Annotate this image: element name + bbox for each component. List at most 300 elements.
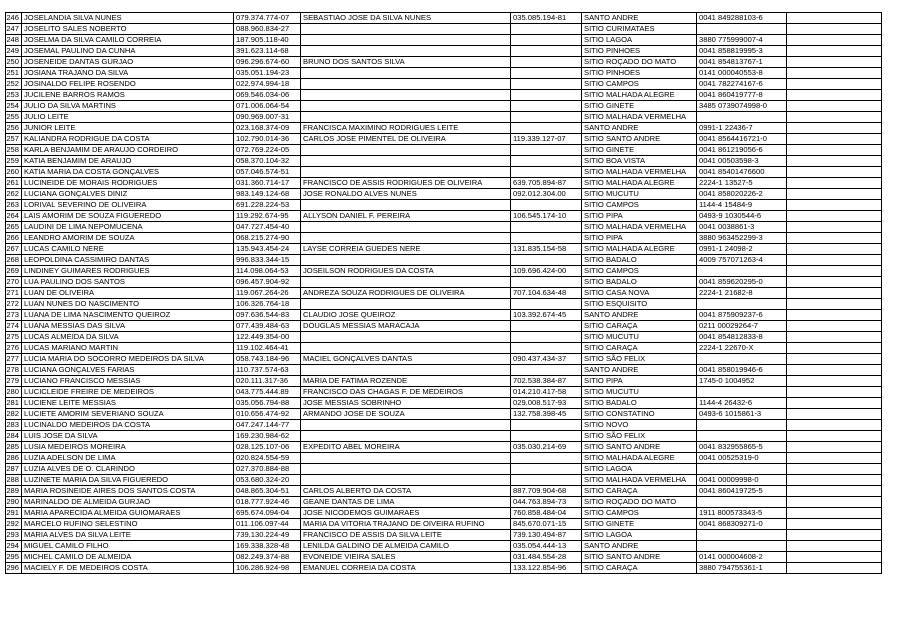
- spouse-name-cell: CARLOS ALBERTO DA COSTA: [301, 486, 511, 497]
- table-row: [6, 310, 882, 321]
- extra-cell: [787, 90, 882, 101]
- spouse-cpf-cell: [511, 167, 582, 178]
- name-cell: JULIO LEITE: [22, 112, 234, 123]
- cpf-cell: 011.106.097-44: [234, 519, 301, 530]
- name-cell: LUCINEIDE DE MORAIS RODRIGUES: [22, 178, 234, 189]
- location-cell: SITIO BADALO: [582, 277, 697, 288]
- row-number: 260: [6, 167, 22, 178]
- row-number: 283: [6, 420, 22, 431]
- extra-cell: [787, 332, 882, 343]
- spouse-name-cell: [301, 200, 511, 211]
- spouse-cpf-cell: [511, 453, 582, 464]
- spouse-cpf-cell: 739.130.494-87: [511, 530, 582, 541]
- table-row: [6, 112, 882, 123]
- name-cell: JOSELANDIA SILVA NUNES: [22, 13, 234, 24]
- cpf-cell: 022.974.994-18: [234, 79, 301, 90]
- spouse-cpf-cell: 639.705.894-87: [511, 178, 582, 189]
- location-cell: SITIO CARAÇA: [582, 321, 697, 332]
- name-cell: KALIANDRA RODRIGUE DA COSTA: [22, 134, 234, 145]
- row-number: 249: [6, 46, 22, 57]
- cpf-cell: 068.215.274-90: [234, 233, 301, 244]
- cpf-cell: 119.292.674-95: [234, 211, 301, 222]
- location-cell: SITIO CAMPOS: [582, 200, 697, 211]
- extra-cell: [787, 134, 882, 145]
- location-cell: SITIO BADALO: [582, 255, 697, 266]
- spouse-cpf-cell: 109.696.424-00: [511, 266, 582, 277]
- name-cell: JUCILENE BARROS RAMOS: [22, 90, 234, 101]
- spouse-name-cell: EVONEIDE VIEIRA SALES: [301, 552, 511, 563]
- row-number: 272: [6, 299, 22, 310]
- table-row: [6, 266, 882, 277]
- spouse-cpf-cell: [511, 79, 582, 90]
- location-cell: SITIO SÃO FELIX: [582, 354, 697, 365]
- spouse-name-cell: LAYSE CORREIA GUEDES NERE: [301, 244, 511, 255]
- extra-cell: [787, 431, 882, 442]
- account-cell: 3485 0739074998-0: [697, 101, 787, 112]
- row-number: 287: [6, 464, 22, 475]
- table-row: [6, 508, 882, 519]
- name-cell: LINDINEY GUIMARES RODRIGUES: [22, 266, 234, 277]
- extra-cell: [787, 68, 882, 79]
- name-cell: MICHEL CAMILO DE ALMEIDA: [22, 552, 234, 563]
- name-cell: LUZINETE MARIA DA SILVA FIGUEREDO: [22, 475, 234, 486]
- cpf-cell: 069.546.034-06: [234, 90, 301, 101]
- cpf-cell: 169.230.984-62: [234, 431, 301, 442]
- name-cell: LAIS AMORIM DE SOUZA FIGUEREDO: [22, 211, 234, 222]
- row-number: 268: [6, 255, 22, 266]
- name-cell: JULIO DA SILVA MARTINS: [22, 101, 234, 112]
- account-cell: 0141 000040553-8: [697, 68, 787, 79]
- spouse-cpf-cell: [511, 332, 582, 343]
- location-cell: SITIO CARAÇA: [582, 486, 697, 497]
- account-cell: [697, 299, 787, 310]
- spreadsheet-page: [5, 12, 882, 574]
- spouse-cpf-cell: [511, 233, 582, 244]
- row-number: 292: [6, 519, 22, 530]
- row-number: 295: [6, 552, 22, 563]
- extra-cell: [787, 387, 882, 398]
- extra-cell: [787, 255, 882, 266]
- location-cell: SITIO MALHADA ALEGRE: [582, 90, 697, 101]
- spouse-cpf-cell: 035.030.214-69: [511, 442, 582, 453]
- spouse-name-cell: [301, 464, 511, 475]
- location-cell: SITIO GINETE: [582, 101, 697, 112]
- spouse-cpf-cell: 707.104.634-48: [511, 288, 582, 299]
- extra-cell: [787, 343, 882, 354]
- spouse-name-cell: [301, 233, 511, 244]
- name-cell: MIGUEL CAMILO FILHO: [22, 541, 234, 552]
- account-cell: 0041 782274167-6: [697, 79, 787, 90]
- location-cell: SITIO SÃO FELIX: [582, 431, 697, 442]
- table-row: [6, 178, 882, 189]
- cpf-cell: 110.737.574-63: [234, 365, 301, 376]
- spouse-cpf-cell: [511, 200, 582, 211]
- spouse-cpf-cell: 035.054.444-13: [511, 541, 582, 552]
- location-cell: SITIO MUCUTU: [582, 189, 697, 200]
- name-cell: KATIA MARIA DA COSTA GONÇALVES: [22, 167, 234, 178]
- account-cell: [697, 420, 787, 431]
- location-cell: SITIO LAGOA: [582, 530, 697, 541]
- spouse-cpf-cell: 031.484.554-28: [511, 552, 582, 563]
- extra-cell: [787, 376, 882, 387]
- cpf-cell: 102.790.014-36: [234, 134, 301, 145]
- spouse-cpf-cell: [511, 123, 582, 134]
- spouse-cpf-cell: [511, 222, 582, 233]
- table-row: [6, 46, 882, 57]
- cpf-cell: 695.674.094-04: [234, 508, 301, 519]
- row-number: 286: [6, 453, 22, 464]
- name-cell: LUCAS MARIANO MARTIN: [22, 343, 234, 354]
- location-cell: SITIO PINHOES: [582, 46, 697, 57]
- spouse-name-cell: DOUGLAS MESSIAS MARACAJA: [301, 321, 511, 332]
- cpf-cell: 010.656.474-92: [234, 409, 301, 420]
- location-cell: SANTO ANDRE: [582, 365, 697, 376]
- spouse-name-cell: FRANCISCO DAS CHAGAS F. DE MEDEIROS: [301, 387, 511, 398]
- account-cell: 0041 859620295-0: [697, 277, 787, 288]
- spouse-name-cell: MARIA DA VITORIA TRAJANO DE OIVEIRA RUFINO: [301, 519, 511, 530]
- table-row: [6, 365, 882, 376]
- location-cell: SITIO CARAÇA: [582, 343, 697, 354]
- spouse-cpf-cell: [511, 365, 582, 376]
- location-cell: SITIO GINETE: [582, 145, 697, 156]
- table-row: [6, 486, 882, 497]
- cpf-cell: 020.824.554-59: [234, 453, 301, 464]
- spouse-cpf-cell: [511, 277, 582, 288]
- row-number: 250: [6, 57, 22, 68]
- cpf-cell: 048.865.304-51: [234, 486, 301, 497]
- extra-cell: [787, 420, 882, 431]
- spouse-cpf-cell: [511, 156, 582, 167]
- spouse-cpf-cell: 090.437.434-37: [511, 354, 582, 365]
- cpf-cell: 096.457.904-92: [234, 277, 301, 288]
- table-row: [6, 321, 882, 332]
- table-row: [6, 57, 882, 68]
- table-row: [6, 222, 882, 233]
- table-row: [6, 101, 882, 112]
- row-number: 291: [6, 508, 22, 519]
- account-cell: [697, 530, 787, 541]
- spouse-cpf-cell: 035.085.194-81: [511, 13, 582, 24]
- row-number: 254: [6, 101, 22, 112]
- spouse-cpf-cell: 029.008.517-93: [511, 398, 582, 409]
- spouse-cpf-cell: [511, 57, 582, 68]
- row-number: 269: [6, 266, 22, 277]
- cpf-cell: 088.960.834-27: [234, 24, 301, 35]
- extra-cell: [787, 299, 882, 310]
- row-number: 275: [6, 332, 22, 343]
- name-cell: LORIVAL SEVERINO DE OLIVEIRA: [22, 200, 234, 211]
- extra-cell: [787, 178, 882, 189]
- spouse-cpf-cell: [511, 90, 582, 101]
- location-cell: SITIO CAMPOS: [582, 266, 697, 277]
- account-cell: 0041 861219056-6: [697, 145, 787, 156]
- cpf-cell: 691.228.224-53: [234, 200, 301, 211]
- beneficiary-table: [5, 12, 882, 574]
- extra-cell: [787, 46, 882, 57]
- spouse-name-cell: LENILDA GALDINO DE ALMEIDA CAMILO: [301, 541, 511, 552]
- account-cell: 2224-1 21682-8: [697, 288, 787, 299]
- name-cell: MACIELY F. DE MEDEIROS COSTA: [22, 563, 234, 574]
- table-row: [6, 343, 882, 354]
- row-number: 258: [6, 145, 22, 156]
- row-number: 282: [6, 409, 22, 420]
- account-cell: 0041 868309271-0: [697, 519, 787, 530]
- extra-cell: [787, 101, 882, 112]
- table-row: [6, 211, 882, 222]
- row-number: 248: [6, 35, 22, 46]
- account-cell: 0041 832955865-5: [697, 442, 787, 453]
- account-cell: 0041 860419725-5: [697, 486, 787, 497]
- cpf-cell: 027.370.884-88: [234, 464, 301, 475]
- extra-cell: [787, 541, 882, 552]
- table-row: [6, 123, 882, 134]
- cpf-cell: 097.636.544-83: [234, 310, 301, 321]
- table-row: [6, 255, 882, 266]
- table-row: [6, 90, 882, 101]
- cpf-cell: 106.286.924-98: [234, 563, 301, 574]
- cpf-cell: 077.439.484-63: [234, 321, 301, 332]
- table-row: [6, 475, 882, 486]
- extra-cell: [787, 475, 882, 486]
- location-cell: SITIO PIPA: [582, 376, 697, 387]
- name-cell: MARIA APARECIDA ALMEIDA GUIOMARAES: [22, 508, 234, 519]
- spouse-name-cell: [301, 332, 511, 343]
- row-number: 274: [6, 321, 22, 332]
- table-row: [6, 387, 882, 398]
- cpf-cell: 035.051.194-23: [234, 68, 301, 79]
- spouse-cpf-cell: 132.758.398-45: [511, 409, 582, 420]
- location-cell: SITIO ESQUISITO: [582, 299, 697, 310]
- cpf-cell: 739.130.224-49: [234, 530, 301, 541]
- account-cell: 3880 794755361-1: [697, 563, 787, 574]
- cpf-cell: 391.623.114-68: [234, 46, 301, 57]
- location-cell: SANTO ANDRE: [582, 541, 697, 552]
- name-cell: JOSELITO SALES NOBERTO: [22, 24, 234, 35]
- location-cell: SANTO ANDRE: [582, 13, 697, 24]
- name-cell: JOSENEIDE DANTAS GURJAO: [22, 57, 234, 68]
- cpf-cell: 057.046.574-51: [234, 167, 301, 178]
- spouse-name-cell: [301, 343, 511, 354]
- table-row: [6, 277, 882, 288]
- row-number: 270: [6, 277, 22, 288]
- cpf-cell: 047.247.144-77: [234, 420, 301, 431]
- spouse-cpf-cell: 760.858.484-04: [511, 508, 582, 519]
- table-row: [6, 376, 882, 387]
- extra-cell: [787, 167, 882, 178]
- account-cell: 0041 00525319-0: [697, 453, 787, 464]
- spouse-cpf-cell: [511, 475, 582, 486]
- extra-cell: [787, 497, 882, 508]
- extra-cell: [787, 552, 882, 563]
- location-cell: SITIO LAGOA: [582, 35, 697, 46]
- spouse-cpf-cell: [511, 145, 582, 156]
- spouse-name-cell: [301, 35, 511, 46]
- extra-cell: [787, 530, 882, 541]
- extra-cell: [787, 211, 882, 222]
- spouse-cpf-cell: [511, 431, 582, 442]
- extra-cell: [787, 35, 882, 46]
- spouse-name-cell: [301, 420, 511, 431]
- name-cell: LUZIA ALVES DE O. CLARINDO: [22, 464, 234, 475]
- table-row: [6, 35, 882, 46]
- spouse-name-cell: [301, 101, 511, 112]
- extra-cell: [787, 310, 882, 321]
- table-row: [6, 552, 882, 563]
- account-cell: 2224-1 13527-5: [697, 178, 787, 189]
- row-number: 284: [6, 431, 22, 442]
- extra-cell: [787, 123, 882, 134]
- row-number: 252: [6, 79, 22, 90]
- spouse-name-cell: [301, 24, 511, 35]
- row-number: 255: [6, 112, 22, 123]
- extra-cell: [787, 508, 882, 519]
- table-row: [6, 167, 882, 178]
- spouse-cpf-cell: 119.339.127-07: [511, 134, 582, 145]
- table-row: [6, 453, 882, 464]
- cpf-cell: 119.067.264-26: [234, 288, 301, 299]
- account-cell: 0041 8564416721-0: [697, 134, 787, 145]
- row-number: 281: [6, 398, 22, 409]
- name-cell: LUZIA ADELSON DE LIMA: [22, 453, 234, 464]
- name-cell: JUNIOR LEITE: [22, 123, 234, 134]
- name-cell: LUAN NUNES DO NASCIMENTO: [22, 299, 234, 310]
- extra-cell: [787, 233, 882, 244]
- spouse-cpf-cell: [511, 343, 582, 354]
- account-cell: [697, 464, 787, 475]
- location-cell: SANTO ANDRE: [582, 123, 697, 134]
- extra-cell: [787, 244, 882, 255]
- name-cell: LUCIETE AMORIM SEVERIANO SOUZA: [22, 409, 234, 420]
- location-cell: SITIO CAMPOS: [582, 79, 697, 90]
- extra-cell: [787, 156, 882, 167]
- account-cell: [697, 24, 787, 35]
- location-cell: SITIO CASA NOVA: [582, 288, 697, 299]
- spouse-cpf-cell: 092.012.304.00: [511, 189, 582, 200]
- table-row: [6, 332, 882, 343]
- row-number: 246: [6, 13, 22, 24]
- cpf-cell: 122.449.354-00: [234, 332, 301, 343]
- location-cell: SITIO MALHADA ALEGRE: [582, 244, 697, 255]
- cpf-cell: 187.905.118-40: [234, 35, 301, 46]
- table-row: [6, 530, 882, 541]
- location-cell: SITIO CONSTATINO: [582, 409, 697, 420]
- name-cell: LUA PAULINO DOS SANTOS: [22, 277, 234, 288]
- name-cell: KARLA BENJAMIM DE ARAUJO CORDEIRO: [22, 145, 234, 156]
- table-row: [6, 519, 882, 530]
- row-number: 296: [6, 563, 22, 574]
- table-row: [6, 79, 882, 90]
- spouse-name-cell: JOSE RONALDO ALVES NUNES: [301, 189, 511, 200]
- spouse-name-cell: [301, 79, 511, 90]
- name-cell: MARCELO RUFINO SELESTINO: [22, 519, 234, 530]
- extra-cell: [787, 321, 882, 332]
- cpf-cell: 135.943.454-24: [234, 244, 301, 255]
- spouse-cpf-cell: 103.392.674-45: [511, 310, 582, 321]
- location-cell: SANTO ANDRE: [582, 310, 697, 321]
- spouse-name-cell: CARLOS JOSE PIMENTEL DE OLIVEIRA: [301, 134, 511, 145]
- location-cell: SITIO GINETE: [582, 519, 697, 530]
- name-cell: LUANA DE LIMA NASCIMENTO QUEIROZ: [22, 310, 234, 321]
- row-number: 293: [6, 530, 22, 541]
- extra-cell: [787, 453, 882, 464]
- account-cell: [697, 112, 787, 123]
- spouse-cpf-cell: [511, 464, 582, 475]
- table-row: [6, 288, 882, 299]
- account-cell: 0041 00503598-3: [697, 156, 787, 167]
- name-cell: LUCAS CAMILO NERE: [22, 244, 234, 255]
- row-number: 290: [6, 497, 22, 508]
- spouse-cpf-cell: [511, 255, 582, 266]
- name-cell: LUCIANA GONÇALVES DINIZ: [22, 189, 234, 200]
- location-cell: SITIO LAGOA: [582, 464, 697, 475]
- row-number: 266: [6, 233, 22, 244]
- account-cell: 0041 858020226-2: [697, 189, 787, 200]
- extra-cell: [787, 398, 882, 409]
- spouse-name-cell: MACIEL GONÇALVES DANTAS: [301, 354, 511, 365]
- name-cell: LAUDINI DE LIMA NEPOMUCENA: [22, 222, 234, 233]
- row-number: 288: [6, 475, 22, 486]
- spouse-name-cell: [301, 277, 511, 288]
- spouse-name-cell: [301, 112, 511, 123]
- table-row: [6, 134, 882, 145]
- name-cell: LUAN DE OLIVEIRA: [22, 288, 234, 299]
- table-row: [6, 145, 882, 156]
- account-cell: 0041 854812833-8: [697, 332, 787, 343]
- location-cell: SITIO CAMPOS: [582, 508, 697, 519]
- spouse-cpf-cell: 131.835.154-58: [511, 244, 582, 255]
- spouse-name-cell: [301, 156, 511, 167]
- table-row: [6, 299, 882, 310]
- account-cell: [697, 266, 787, 277]
- location-cell: SITIO CARAÇA: [582, 563, 697, 574]
- table-row: [6, 420, 882, 431]
- account-cell: 0041 849288103-6: [697, 13, 787, 24]
- row-number: 267: [6, 244, 22, 255]
- account-cell: 0991-1 24098-2: [697, 244, 787, 255]
- location-cell: SITIO PINHOES: [582, 68, 697, 79]
- table-row: [6, 354, 882, 365]
- table-row: [6, 68, 882, 79]
- table-row: [6, 189, 882, 200]
- spouse-name-cell: ANDREZA SOUZA RODRIGUES DE OLIVEIRA: [301, 288, 511, 299]
- row-number: 253: [6, 90, 22, 101]
- table-row: [6, 398, 882, 409]
- account-cell: 3880 775999007-4: [697, 35, 787, 46]
- location-cell: SITIO MALHADA VERMELHA: [582, 475, 697, 486]
- spouse-name-cell: FRANCISCO DE ASSIS RODRIGUES DE OLIVEIRA: [301, 178, 511, 189]
- spouse-name-cell: [301, 68, 511, 79]
- name-cell: LUCIENE LEITE MESSIAS: [22, 398, 234, 409]
- table-row: [6, 541, 882, 552]
- name-cell: LUIS JOSE DA SILVA: [22, 431, 234, 442]
- account-cell: 1144-4 15484-9: [697, 200, 787, 211]
- spouse-name-cell: SEBASTIAO JOSE DA SILVA NUNES: [301, 13, 511, 24]
- account-cell: [697, 497, 787, 508]
- extra-cell: [787, 24, 882, 35]
- cpf-cell: 043.775.444.89: [234, 387, 301, 398]
- name-cell: JOSELMA DA SILVA CAMILO CORREIA: [22, 35, 234, 46]
- spouse-name-cell: [301, 145, 511, 156]
- extra-cell: [787, 266, 882, 277]
- account-cell: 4009 757071263-4: [697, 255, 787, 266]
- location-cell: SITIO BOA VISTA: [582, 156, 697, 167]
- account-cell: 3880 963452299-3: [697, 233, 787, 244]
- cpf-cell: 169.338.328-48: [234, 541, 301, 552]
- cpf-cell: 071.006.064-54: [234, 101, 301, 112]
- name-cell: LUCIANA GONÇALVES FARIAS: [22, 365, 234, 376]
- cpf-cell: 028.125.107-06: [234, 442, 301, 453]
- account-cell: 0041 858019946-6: [697, 365, 787, 376]
